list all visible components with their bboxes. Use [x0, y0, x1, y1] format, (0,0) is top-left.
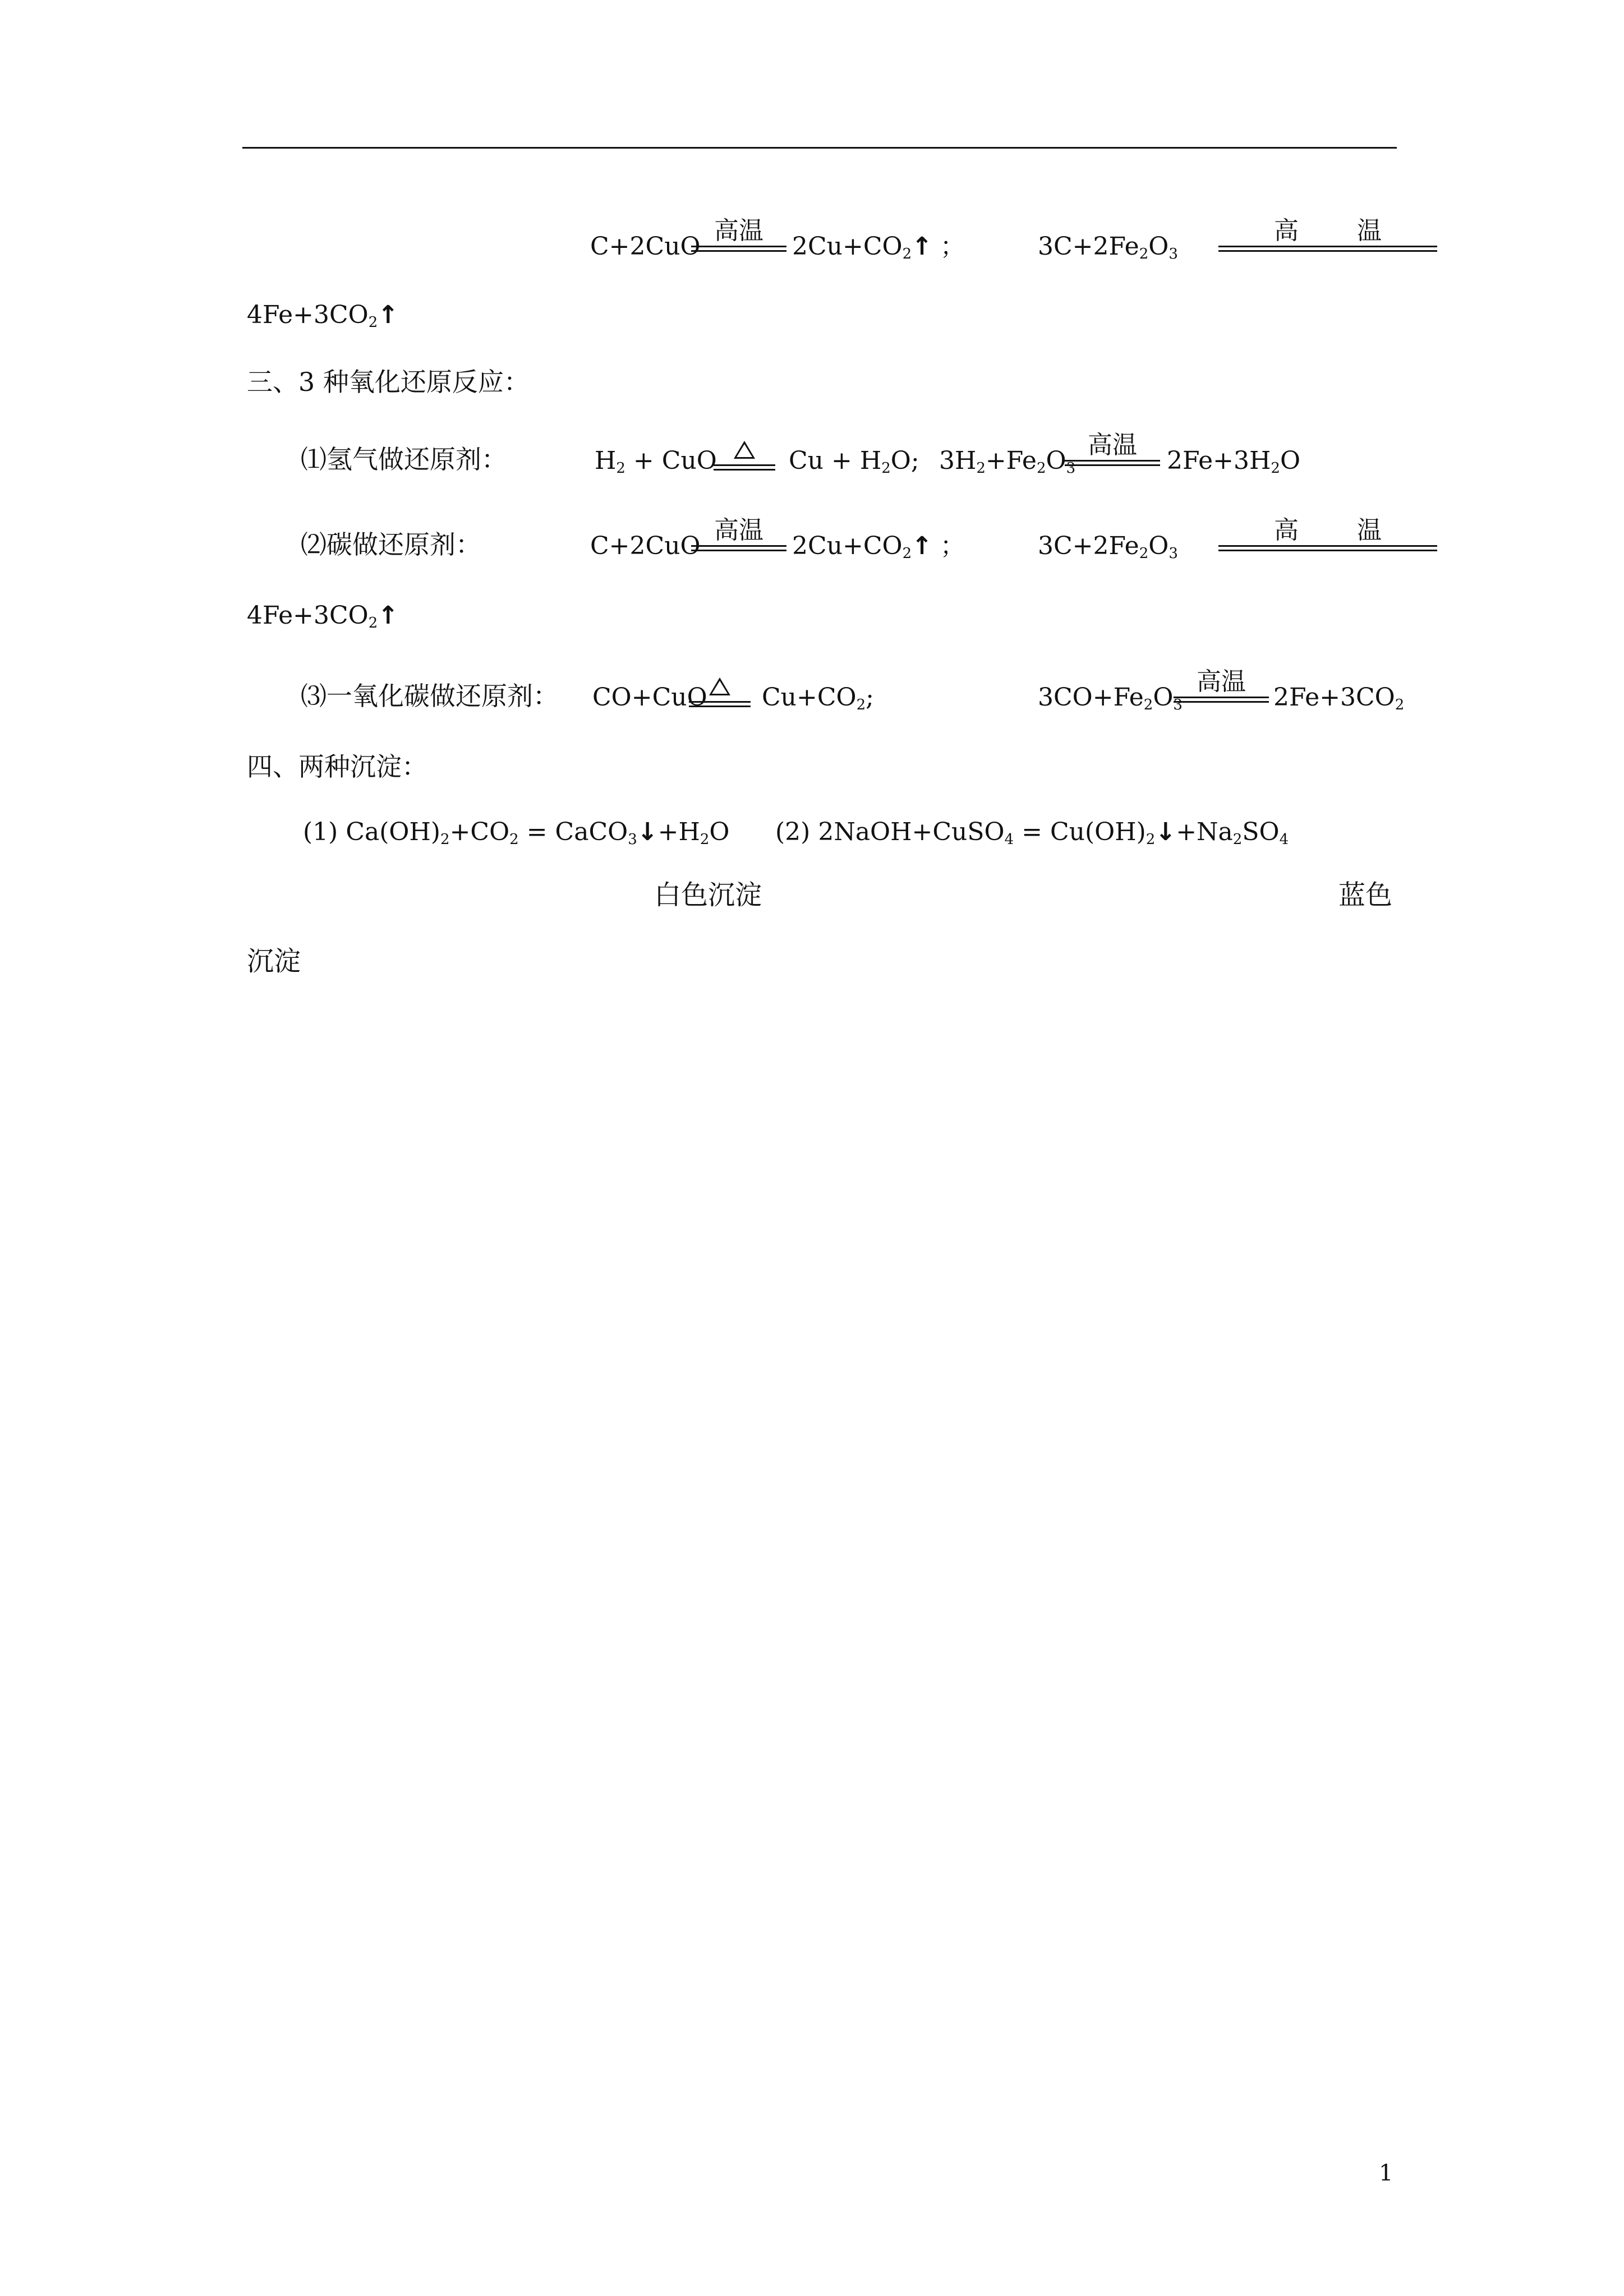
white-precipitate-note: 白色沉淀 — [654, 879, 762, 911]
item1-label: ⑴氢气做还原剂： — [301, 444, 507, 474]
item3-label: ⑶一氧化碳做还原剂： — [301, 681, 559, 711]
up-arrow-icon: ↑ — [912, 232, 933, 261]
line1-eq1-left: C+2CuO — [590, 232, 701, 261]
item1-eq2-condition: 高温 — [1065, 433, 1160, 466]
item2-eq2-right: $4Fe+3CO_2↑$ — [247, 601, 399, 631]
down-arrow-icon: ↓ — [637, 818, 658, 846]
item1-eq1-left: $H_2$ + CuO — [595, 446, 717, 477]
down-arrow-icon: ↓ — [1155, 818, 1176, 846]
heat-triangle-icon — [734, 441, 755, 459]
item2-eq1-condition: 高温 — [691, 518, 786, 551]
line1-eq1-right: $2Cu+CO_2↑$ ； — [792, 232, 965, 262]
precip-eq1: (1) $Ca(OH)_2+CO_2$ = $CaCO_3↓+H_2O$ — [303, 818, 730, 848]
item2-eq1-right: $2Cu+CO_2↑$ ； — [792, 532, 965, 562]
line2-eq2-right: $4Fe+3CO_2↑$ — [247, 301, 399, 331]
item3-eq2-left: $3CO+Fe_2O_3$ — [1038, 683, 1183, 713]
item3-eq1-right: $Cu+CO_2$; — [762, 683, 874, 713]
up-arrow-icon: ↑ — [378, 301, 399, 329]
section4-heading: 四、两种沉淀： — [247, 751, 427, 782]
item1-eq1-right: $Cu + H_2O$; — [789, 446, 919, 477]
line1-eq1-condition: 高温 — [691, 219, 786, 252]
page-number: 1 — [1379, 2160, 1393, 2186]
item1-eq1-condition — [714, 437, 775, 471]
item3-eq1-condition — [689, 674, 751, 707]
item2-eq2-condition: 高 温 — [1218, 518, 1437, 551]
line1-eq2-condition: 高 温 — [1218, 219, 1437, 252]
heat-triangle-icon — [709, 677, 730, 695]
line1-eq2-left: $3C+2Fe_2O_3$ — [1038, 232, 1178, 262]
header-rule — [242, 147, 1397, 149]
up-arrow-icon: ↑ — [912, 532, 933, 560]
precip-eq2: (2) 2NaOH+CuSO$_4$ = $Cu(OH)_2↓+Na_2SO_4$ — [775, 818, 1289, 848]
blue-precipitate-note: 蓝色 — [1338, 879, 1393, 911]
item2-eq1-left: C+2CuO — [590, 532, 701, 560]
blue-precipitate-note-cont: 沉淀 — [247, 946, 301, 977]
item3-eq2-condition: 高温 — [1174, 670, 1269, 703]
item2-eq2-left: $3C+2Fe_2O_3$ — [1038, 532, 1178, 562]
item2-label: ⑵碳做还原剂： — [301, 529, 481, 560]
item1-eq2-left: $3H_2+Fe_2O_3$ — [939, 446, 1076, 477]
up-arrow-icon: ↑ — [378, 601, 399, 630]
item1-eq2-right: $2Fe+3H_2O$ — [1167, 446, 1301, 477]
section3-heading: 三、3 种氧化还原反应： — [247, 367, 530, 397]
item3-eq2-right: $2Fe+3CO_2$ — [1273, 683, 1405, 713]
item3-eq1-left: CO+CuO — [592, 683, 707, 712]
